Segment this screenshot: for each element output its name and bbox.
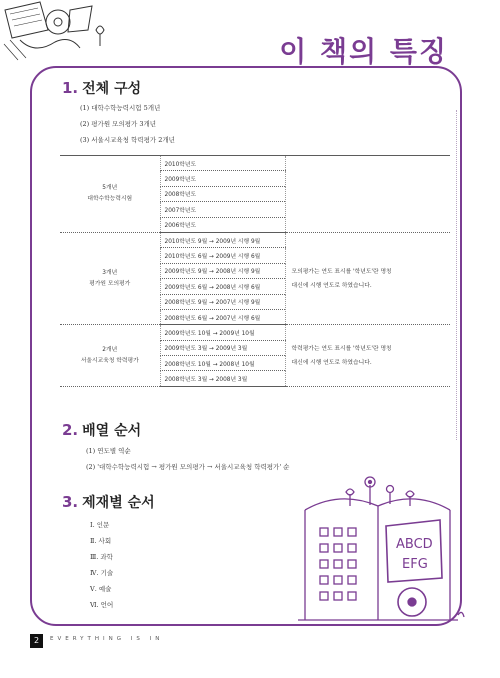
section-1-heading: [62, 78, 141, 98]
table-cell-period: 2007학년도: [160, 202, 285, 217]
section-3-item: Ⅰ. 인문: [90, 521, 110, 529]
group-note-seoul-education: [285, 325, 450, 387]
section-1-title: 전체 구성: [82, 81, 142, 97]
table-cell-period: 2009학년도 10월 → 2009년 10월: [160, 325, 285, 340]
group-label-line: 대학수학능력시험: [87, 195, 133, 202]
section-1-number: 1.: [62, 79, 79, 97]
group-label-line: 2개년: [102, 346, 118, 353]
group-note-mock-exam: [285, 232, 450, 324]
section-3-item: Ⅵ. 언어: [90, 601, 114, 609]
group-note-line: 모의평가는 연도 표시를 '학년도'란 명칭: [291, 268, 392, 275]
section-3-item: Ⅱ. 사회: [90, 537, 112, 545]
group-note-line: 대신에 시행 연도로 하였습니다.: [291, 282, 372, 289]
section-2-heading: [62, 420, 141, 440]
section-2-item: (2) '대학수학능력시험 → 평가원 모의평가 → 서울시교육청 학력평가' 순: [86, 463, 290, 471]
section-3-number: 3.: [62, 493, 79, 511]
section-2-item: (1) 연도별 역순: [86, 447, 131, 455]
table-cell-period: 2009학년도 3월 → 2009년 3월: [160, 340, 285, 355]
group-note-suneung: [285, 156, 450, 233]
table-cell-period: 2008학년도: [160, 186, 285, 201]
table-cell-period: 2010학년도 6월 → 2009년 시행 6월: [160, 248, 285, 263]
section-3-title: 제재별 순서: [82, 495, 155, 511]
section-1-item: (2) 평가원 모의평가 3개년: [80, 120, 157, 128]
table-cell-period: 2010학년도 9월 → 2009년 시행 9월: [160, 232, 285, 247]
table-cell-period: 2010학년도: [160, 156, 285, 171]
group-label-line: 평가원 모의평가: [89, 280, 131, 287]
section-3-item: Ⅲ. 과학: [90, 553, 113, 561]
section-2-number: 2.: [62, 421, 79, 439]
group-note-line: 학력평가는 연도 표시를 '학년도'란 명칭: [291, 345, 392, 352]
section-3-item: Ⅳ. 기술: [90, 569, 114, 577]
board-text-line2: EFG: [402, 557, 428, 572]
section-3-item: Ⅴ. 예술: [90, 585, 112, 593]
group-label-line: 5개년: [102, 184, 118, 191]
book-building-illustration: [290, 470, 465, 630]
decorative-doodle-illustration: [0, 0, 110, 65]
dotted-divider: [456, 110, 457, 440]
section-3-heading: [62, 492, 155, 512]
table-cell-period: 2008학년도 3월 → 2008년 3월: [160, 371, 285, 386]
section-1-item: (3) 서울시교육청 학력평가 2개년: [80, 136, 175, 144]
page-number: 2: [33, 636, 40, 645]
group-label-seoul-education: [60, 325, 160, 387]
table-cell-period: 2009학년도 9월 → 2008년 시행 9월: [160, 263, 285, 278]
table-cell-period: 2009학년도: [160, 171, 285, 186]
group-label-line: 서울시교육청 학력평가: [80, 357, 139, 364]
table-cell-period: 2009학년도 6월 → 2008년 시행 6월: [160, 279, 285, 294]
group-note-line: 대신에 시행 연도로 하였습니다.: [291, 359, 372, 366]
board-text-line1: ABCD: [396, 537, 433, 552]
group-label-line: 3개년: [102, 269, 118, 276]
table-cell-period: 2008학년도 9월 → 2007년 시행 9월: [160, 294, 285, 309]
group-label-mock-exam: [60, 232, 160, 324]
table-cell-period: 2008학년도 10월 → 2008년 10월: [160, 356, 285, 371]
group-label-suneung: [60, 156, 160, 233]
section-2-title: 배열 순서: [82, 423, 142, 439]
section-1-item: (1) 대학수학능력시험 5개년: [80, 104, 161, 112]
composition-table: [60, 155, 450, 387]
table-cell-period: 2008학년도 6월 → 2007년 시행 6월: [160, 309, 285, 324]
table-cell-period: 2006학년도: [160, 217, 285, 232]
footer-running-text: EVERYTHING IS IN: [50, 636, 164, 642]
page-title: 이 책의 특징: [279, 35, 448, 68]
